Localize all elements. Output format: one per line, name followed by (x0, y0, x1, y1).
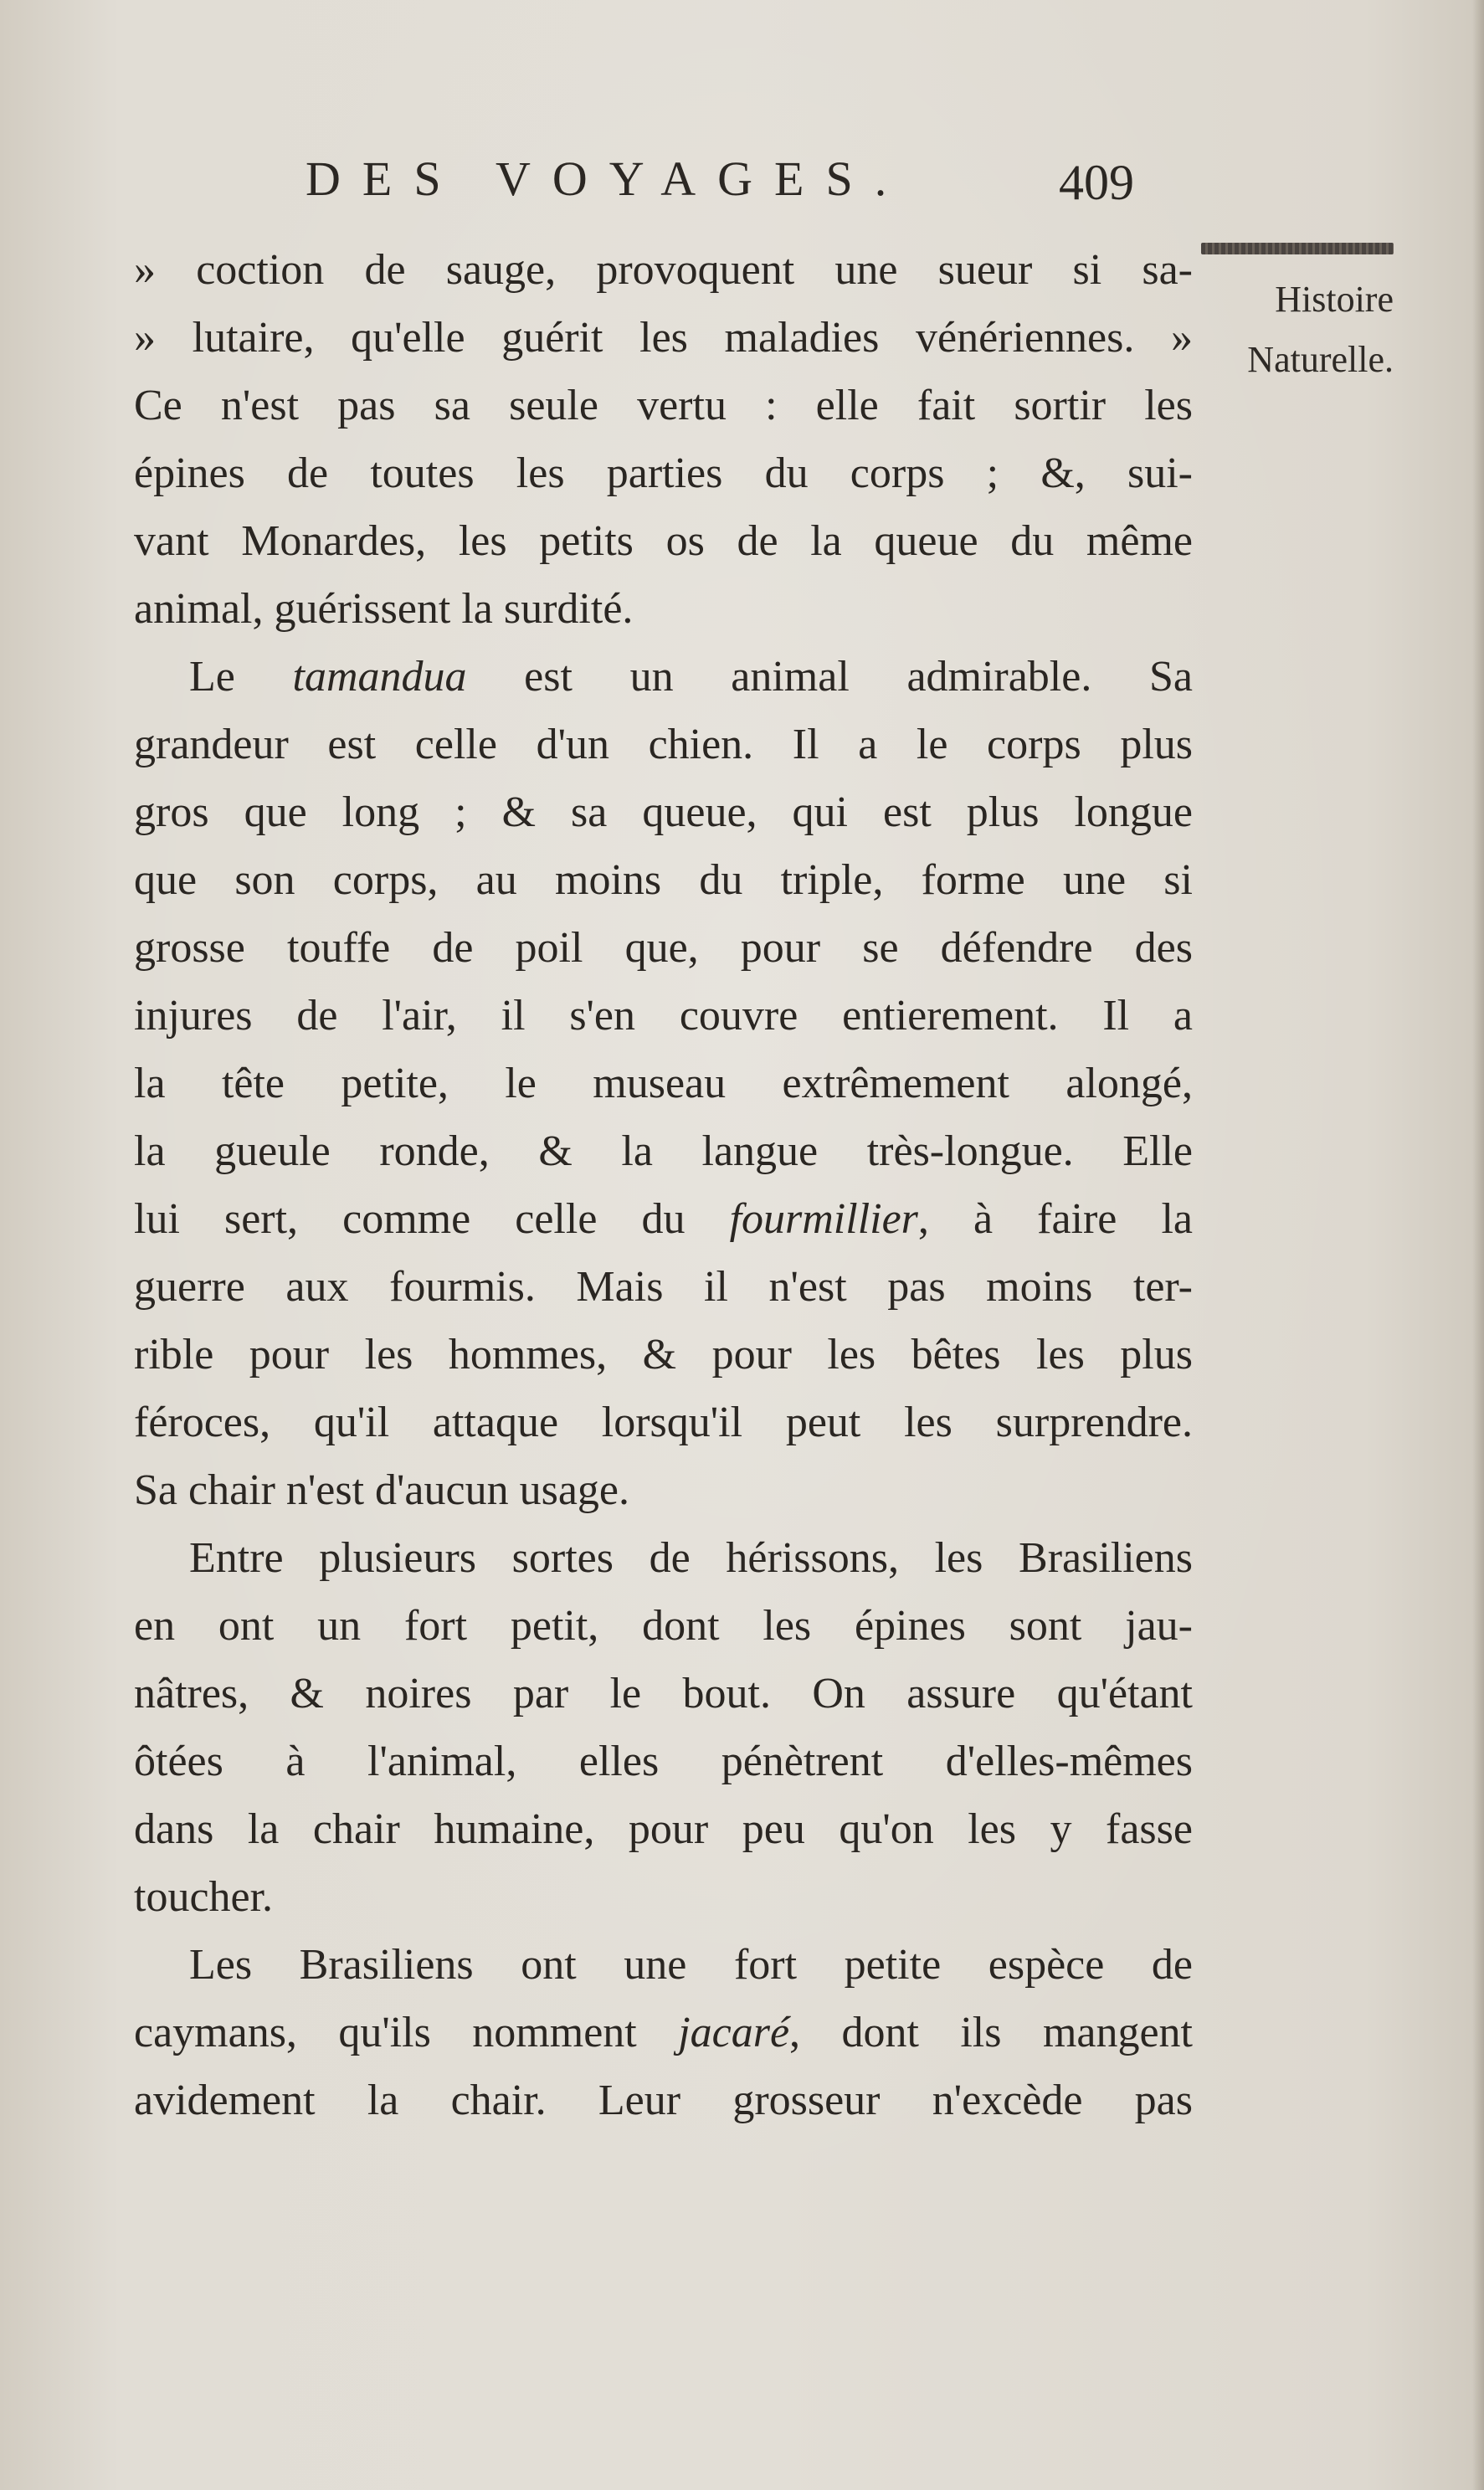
body-text (134, 236, 1193, 2134)
text-line: en ont un fort petit, dont les épines sont jau- (134, 1602, 1193, 1650)
text-line: animal, guérissent la surdité. (134, 585, 634, 633)
text-line (134, 1185, 1193, 1253)
text-segment: caymans, qu'ils nomment (134, 2009, 679, 2056)
page-number: 409 (1059, 155, 1134, 210)
text-line: dans la chair humaine, pour peu qu'on les y fasse (134, 1805, 1193, 1853)
text-line: guerre aux fourmis. Mais il n'est pas moins ter- (134, 1263, 1193, 1311)
text-line: nâtres, & noires par le bout. On assure qu'étant (134, 1670, 1193, 1717)
text-line: » lutaire, qu'elle guérit les maladies vénériennes. » (134, 314, 1193, 362)
text-segment: , dont ils mangent (789, 2009, 1193, 2056)
margin-note-line: Histoire (1275, 279, 1394, 320)
text-segment: lui sert, comme celle du (134, 1195, 730, 1243)
text-line: avidement la chair. Leur grosseur n'excède pas (134, 2077, 1193, 2124)
italic-term: fourmillier (729, 1195, 918, 1243)
running-title: DES VOYAGES. (306, 151, 909, 206)
text-line: toucher. (134, 1873, 274, 1921)
text-segment: , à faire la (917, 1195, 1193, 1243)
text-line: injures de l'air, il s'en couvre entierement. Il a (134, 992, 1193, 1040)
text-line: la gueule ronde, & la langue très-longue. Elle (134, 1127, 1193, 1175)
text-line: Entre plusieurs sortes de hérissons, les Brasiliens (189, 1534, 1193, 1582)
text-line: épines de toutes les parties du corps ; &, sui- (134, 449, 1193, 497)
text-line: gros que long ; & sa queue, qui est plus longue (134, 788, 1193, 836)
text-line: » coction de sauge, provoquent une sueur si sa- (134, 246, 1193, 294)
text-line: Ce n'est pas sa seule vertu : elle fait sortir les (134, 382, 1193, 429)
text-line: Sa chair n'est d'aucun usage. (134, 1466, 629, 1514)
text-line (134, 643, 1193, 711)
text-line: Les Brasiliens ont une fort petite espèce de (189, 1941, 1193, 1989)
italic-term: tamandua (292, 653, 467, 701)
text-segment: est un animal admirable. Sa (466, 653, 1193, 701)
text-line: grosse touffe de poil que, pour se défendre des (134, 924, 1193, 972)
running-head (0, 142, 1484, 218)
text-line: grandeur est celle d'un chien. Il a le corps plus (134, 721, 1193, 768)
text-line: que son corps, au moins du triple, forme une si (134, 856, 1193, 904)
text-line: rible pour les hommes, & pour les bêtes les plus (134, 1331, 1193, 1378)
margin-note (1176, 243, 1394, 390)
text-line: ôtées à l'animal, elles pénètrent d'elles-mêmes (134, 1738, 1193, 1785)
page-edge-shadow (1472, 0, 1484, 2490)
text-line (134, 1999, 1193, 2066)
margin-note-line: Naturelle. (1247, 339, 1394, 380)
text-line: féroces, qu'il attaque lorsqu'il peut les surprendre. (134, 1399, 1193, 1446)
text-segment: Le (189, 653, 293, 701)
margin-ornament-rule (1201, 243, 1394, 254)
text-line: vant Monardes, les petits os de la queue du même (134, 517, 1193, 565)
italic-term: jacaré (678, 2009, 790, 2056)
text-line: la tête petite, le museau extrêmement alongé, (134, 1060, 1193, 1107)
